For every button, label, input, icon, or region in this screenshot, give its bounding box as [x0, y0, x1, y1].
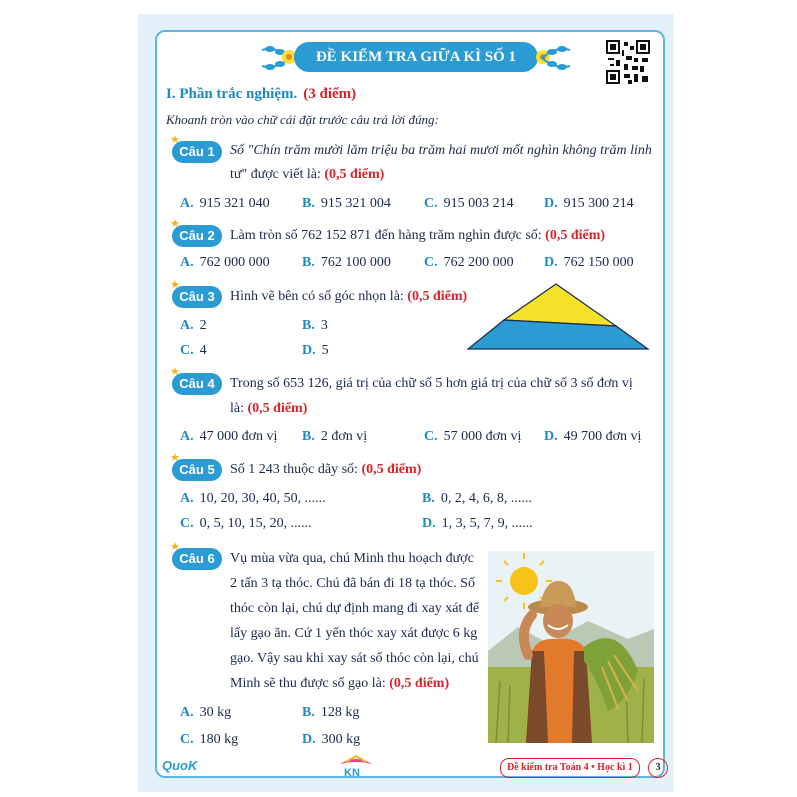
- kn-logo-icon: [336, 752, 376, 778]
- triangle-top-part: [504, 284, 616, 326]
- badge-label: Câu 5: [179, 462, 215, 477]
- question-4-badge: [170, 366, 222, 395]
- question-4-line-1: Trong số 653 126, giá trị của chữ số 5 hơn giá trị của chữ số 3 số đơn vị: [230, 376, 633, 391]
- star-icon: ★: [170, 218, 180, 230]
- title-banner: [258, 40, 574, 76]
- option-a[interactable]: A. 47 000 đơn vị: [180, 429, 278, 444]
- option-d[interactable]: D. 5: [302, 343, 329, 358]
- question-1-line-2: tư" được viết là: (0,5 điểm): [230, 167, 385, 182]
- option-c[interactable]: C. 0, 5, 10, 15, 20, ......: [180, 516, 312, 531]
- option-a[interactable]: A. 915 321 040: [180, 196, 270, 211]
- section-points: (3 điểm): [303, 86, 357, 102]
- option-d[interactable]: D. 915 300 214: [544, 196, 634, 211]
- option-c[interactable]: C. 57 000 đơn vị: [424, 429, 522, 444]
- option-d[interactable]: D. 300 kg: [302, 732, 361, 747]
- section-title: I. Phần trắc nghiệm.: [166, 86, 298, 102]
- kn-logo-text: KN: [344, 767, 360, 778]
- badge-label: Câu 3: [179, 289, 215, 304]
- right-leaf-icon: [538, 40, 574, 76]
- star-icon: ★: [170, 366, 180, 378]
- question-6-line-3: thóc còn lại, chú dự định mang đi xay xát để: [230, 601, 480, 616]
- star-icon: ★: [170, 134, 180, 146]
- question-3-badge: [170, 279, 222, 308]
- question-6-line-5: gạo. Vậy sau khi xay sát số thóc còn lại, chú: [230, 651, 479, 666]
- question-6-line-1: Vụ mùa vừa qua, chú Minh thu hoạch được: [230, 551, 474, 566]
- badge-label: Câu 1: [179, 144, 215, 159]
- star-icon: ★: [170, 279, 180, 291]
- question-2-line-1: Làm tròn số 762 152 871 đến hàng trăm nghìn được số: (0,5 điểm): [230, 228, 606, 243]
- option-d[interactable]: D. 49 700 đơn vị: [544, 429, 642, 444]
- star-icon: ★: [170, 541, 180, 553]
- triangle-bottom-part: [468, 320, 648, 349]
- farmer-illustration: [488, 551, 654, 743]
- option-a[interactable]: A. 2: [180, 318, 207, 333]
- badge-label: Câu 4: [179, 376, 215, 391]
- question-5-points: (0,5 điểm): [361, 462, 422, 477]
- question-1-badge: [170, 134, 222, 163]
- publisher-logo: QuoK: [162, 758, 198, 773]
- option-c[interactable]: C. 762 200 000: [424, 255, 514, 270]
- question-2-badge: [170, 218, 222, 247]
- question-6-points: (0,5 điểm): [389, 676, 450, 691]
- question-1-line-1: Số "Chín trăm mười lăm triệu ba trăm hai mươi mốt nghìn không trăm linh: [230, 143, 652, 158]
- question-4-line-2: là: (0,5 điểm): [230, 401, 308, 416]
- question-3-line-1: Hình vẽ bên có số góc nhọn là: (0,5 điểm): [230, 289, 468, 304]
- page-number: 3: [648, 758, 668, 778]
- page-title: ĐỀ KIỂM TRA GIỮA KÌ SỐ 1: [294, 42, 538, 72]
- question-6-badge: [170, 541, 222, 570]
- option-b[interactable]: B. 915 321 004: [302, 196, 391, 211]
- section-heading: [166, 86, 356, 103]
- question-5-badge: [170, 452, 222, 481]
- badge-label: Câu 6: [179, 551, 215, 566]
- triangle-figure: [466, 282, 652, 352]
- instruction-text: Khoanh tròn vào chữ cái đặt trước câu trả lời đúng:: [166, 112, 439, 127]
- option-b[interactable]: B. 2 đơn vị: [302, 429, 368, 444]
- option-b[interactable]: B. 762 100 000: [302, 255, 391, 270]
- option-b[interactable]: B. 0, 2, 4, 6, 8, ......: [422, 491, 532, 506]
- question-6-line-2: 2 tấn 3 tạ thóc. Chú đã bán đi 18 tạ thóc. Số: [230, 576, 475, 591]
- qr-code-icon: [606, 40, 650, 84]
- question-2-points: (0,5 điểm): [545, 228, 606, 243]
- question-5-line-1: Số 1 243 thuộc dãy số: (0,5 điểm): [230, 462, 422, 477]
- option-b[interactable]: B. 3: [302, 318, 328, 333]
- option-b[interactable]: B. 128 kg: [302, 705, 360, 720]
- option-a[interactable]: A. 762 000 000: [180, 255, 270, 270]
- sun-icon: [510, 567, 538, 595]
- option-d[interactable]: D. 762 150 000: [544, 255, 634, 270]
- option-a[interactable]: A. 30 kg: [180, 705, 232, 720]
- option-a[interactable]: A. 10, 20, 30, 40, 50, ......: [180, 491, 326, 506]
- option-c[interactable]: C. 915 003 214: [424, 196, 514, 211]
- question-6-line-4: lấy gạo ăn. Cứ 1 yến thóc xay xát được 6 kg: [230, 626, 478, 641]
- question-3-points: (0,5 điểm): [407, 289, 468, 304]
- footer-book-title: Đề kiểm tra Toán 4 • Học kì 1: [500, 758, 640, 778]
- option-c[interactable]: C. 180 kg: [180, 732, 239, 747]
- question-1-points: (0,5 điểm): [324, 167, 385, 182]
- option-d[interactable]: D. 1, 3, 5, 7, 9, ......: [422, 516, 533, 531]
- question-6-line-6: Minh sẽ thu được số gạo là: (0,5 điểm): [230, 676, 450, 691]
- option-c[interactable]: C. 4: [180, 343, 207, 358]
- star-icon: ★: [170, 452, 180, 464]
- question-4-points: (0,5 điểm): [247, 401, 308, 416]
- badge-label: Câu 2: [179, 228, 215, 243]
